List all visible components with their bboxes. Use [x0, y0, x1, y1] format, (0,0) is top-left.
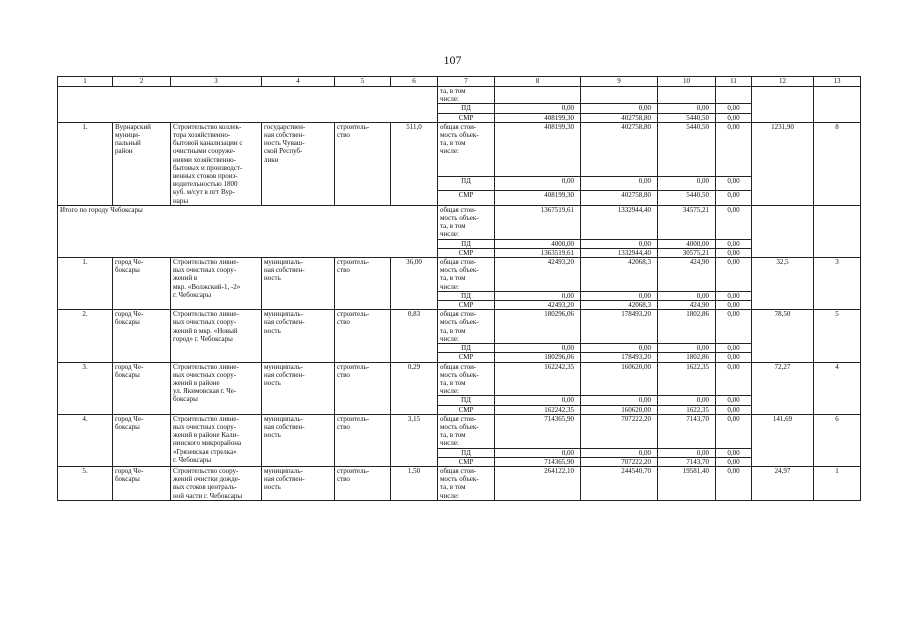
column-number: 7 — [438, 77, 495, 87]
cost-label-line: числе: — [440, 230, 459, 239]
value-col-8: 714365,90 — [495, 457, 581, 466]
value-col-13 — [814, 205, 861, 257]
value-col-8: 0,00 — [495, 291, 581, 300]
object-name-line: куб. м/сут в пгт Вур- — [173, 188, 235, 197]
object-name-line: жений в районе — [173, 378, 220, 387]
cost-label-line: мость объек- — [440, 131, 479, 140]
value-col-9: 0,00 — [581, 239, 658, 248]
column-number: 8 — [495, 77, 581, 87]
value-col-11: 0,00 — [716, 362, 752, 396]
municipality-line: город Че- — [115, 362, 144, 371]
object-name-line: г. Чебоксары — [173, 290, 212, 299]
cost-label-line: общая стои- — [440, 122, 477, 131]
work-type-line: строитель- — [337, 258, 370, 267]
object-name-line: г. Чебоксары — [173, 455, 212, 464]
capacity: 36,00 — [391, 258, 438, 310]
column-number: 2 — [113, 77, 171, 87]
column-number: 5 — [335, 77, 391, 87]
work-type-line: строитель- — [337, 122, 370, 131]
value-col-11: 0,00 — [716, 310, 752, 344]
object-name-line: Строительство ливне- — [173, 362, 239, 371]
value-col-11: 0,00 — [716, 301, 752, 310]
object-name — [171, 258, 262, 310]
ownership — [262, 122, 335, 205]
cost-label-line: мость объек- — [440, 370, 479, 379]
municipality-line: муници- — [115, 131, 141, 140]
value-col-10: 1802,86 — [658, 310, 716, 344]
ownership-line: ная собствен- — [264, 266, 305, 275]
object-name-line: нинского микрорайона — [173, 439, 242, 448]
cost-label-line: мость объек- — [440, 318, 479, 327]
sub-label: ПД — [438, 448, 495, 457]
cost-label-line: числе: — [440, 334, 459, 343]
ownership-line: ная собствен- — [264, 318, 305, 327]
ownership-line: ность — [264, 483, 281, 492]
value-col-10: 1622,35 — [658, 405, 716, 414]
object-name-line: боксары — [173, 395, 198, 404]
object-name-line: жений в районе Кали- — [173, 431, 239, 440]
value-col-10: 424,90 — [658, 258, 716, 292]
work-type-line: строитель- — [337, 466, 370, 475]
cost-label — [438, 310, 495, 344]
cost-label-line: числе: — [440, 282, 459, 291]
value-col-9: 402758,80 — [581, 191, 658, 206]
value-col-12: 141,69 — [752, 414, 814, 466]
work-type — [335, 310, 391, 362]
ownership-line: муниципаль- — [264, 414, 303, 423]
value-col-10: 4000,00 — [658, 239, 716, 248]
cost-label — [438, 258, 495, 292]
row-number: 3. — [58, 362, 113, 414]
work-type — [335, 362, 391, 414]
value-col-8: 714365,90 — [495, 414, 581, 448]
cost-label-line: та, в том — [440, 274, 466, 283]
cost-label-line: общая стои- — [440, 205, 477, 214]
object-name — [171, 362, 262, 414]
value-col-10: 5440,50 — [658, 113, 716, 122]
object-row — [58, 414, 861, 448]
municipality — [113, 466, 171, 500]
object-row — [58, 310, 861, 344]
object-name-line: жений в мкр. «Новый — [173, 326, 238, 335]
value-col-10: 0,00 — [658, 104, 716, 113]
page-number: 107 — [443, 53, 462, 67]
municipality-line: боксары — [115, 422, 140, 431]
sub-label: ПД — [438, 396, 495, 405]
value-col-11: 0,00 — [716, 239, 752, 248]
value-col-13: 6 — [814, 414, 861, 466]
value-col-11: 0,00 — [716, 344, 752, 353]
object-name-line: нары — [173, 196, 189, 205]
row-number: 1. — [58, 258, 113, 310]
work-type-line: ство — [337, 370, 350, 379]
value-col-11: 0,00 — [716, 414, 752, 448]
column-number: 11 — [716, 77, 752, 87]
object-name — [171, 414, 262, 466]
column-number: 4 — [262, 77, 335, 87]
value-col-10: 0,00 — [658, 396, 716, 405]
ownership-line: муниципаль- — [264, 362, 303, 371]
work-type-line: строитель- — [337, 414, 370, 423]
value-col-11: 0,00 — [716, 248, 752, 257]
value-col-10: 0,00 — [658, 344, 716, 353]
value-col-9: 42068,3 — [581, 258, 658, 292]
cost-label — [438, 205, 495, 239]
row-number: 5. — [58, 466, 113, 500]
object-name-line: венных стоков произ- — [173, 172, 238, 181]
municipality — [113, 414, 171, 466]
ownership-line: ная собствен- — [264, 370, 305, 379]
column-number-row — [58, 77, 861, 87]
municipality-line: боксары — [115, 370, 140, 379]
work-type — [335, 466, 391, 500]
value-col-9: 707222,20 — [581, 457, 658, 466]
value-col-8 — [495, 87, 581, 104]
cost-label-line: общая стои- — [440, 466, 477, 475]
work-type-line: ство — [337, 318, 350, 327]
cost-label-line: та, в том — [440, 222, 466, 231]
object-name-line: вых очистных соору- — [173, 370, 237, 379]
value-col-8: 0,00 — [495, 448, 581, 457]
ownership-line: ность — [264, 274, 281, 283]
value-col-9: 0,00 — [581, 176, 658, 191]
work-type — [335, 258, 391, 310]
value-col-10: 7143,70 — [658, 414, 716, 448]
object-name-line: вых очистных соору- — [173, 266, 237, 275]
value-col-9: 0,00 — [581, 396, 658, 405]
value-col-8: 408199,30 — [495, 122, 581, 176]
object-name-line: бытовых и производст- — [173, 163, 243, 172]
column-number: 9 — [581, 77, 658, 87]
municipality-line: Вурнарский — [115, 122, 151, 131]
column-number: 1 — [58, 77, 113, 87]
work-type — [335, 414, 391, 466]
object-name-line: ной части г. Чебоксары — [173, 491, 243, 500]
object-name-line: «Грязевская стрелка» — [173, 447, 237, 456]
value-col-11: 0,00 — [716, 176, 752, 191]
value-col-8: 4000,00 — [495, 239, 581, 248]
object-name-line: вых стоков централь- — [173, 483, 237, 492]
ownership-line: ная собствен- — [264, 422, 305, 431]
object-name-line: жений очистки дожде- — [173, 475, 241, 484]
sub-label: СМР — [438, 457, 495, 466]
value-col-11 — [716, 87, 752, 104]
value-col-9: 178493,20 — [581, 310, 658, 344]
cost-label-line: та, в том — [440, 139, 466, 148]
municipality-line: район — [115, 147, 133, 156]
continuation-blank — [58, 87, 438, 123]
ownership — [262, 466, 335, 500]
work-type-line: ство — [337, 422, 350, 431]
value-col-11: 0,00 — [716, 457, 752, 466]
column-number: 6 — [391, 77, 438, 87]
row-number: 1. — [58, 122, 113, 205]
cost-label-line: мость объек- — [440, 475, 479, 484]
object-name-line: жений в — [173, 274, 198, 283]
cost-label — [438, 87, 495, 104]
object-name-line: очистными сооруже- — [173, 147, 236, 156]
cost-label-line: общая стои- — [440, 310, 477, 319]
value-col-10: 5440,50 — [658, 191, 716, 206]
ownership-line: ность Чуваш- — [264, 139, 305, 148]
object-name — [171, 122, 262, 205]
value-col-11: 0,00 — [716, 191, 752, 206]
object-name-line: ул. Якимовская г. Че- — [173, 387, 237, 396]
ownership-line: муниципаль- — [264, 466, 303, 475]
cost-label-line: та, в том — [440, 326, 466, 335]
sub-label: СМР — [438, 353, 495, 362]
column-number: 3 — [171, 77, 262, 87]
municipality-line: город Че- — [115, 466, 144, 475]
value-col-8: 162242,35 — [495, 405, 581, 414]
sub-label: СМР — [438, 113, 495, 122]
value-col-8: 180296,06 — [495, 310, 581, 344]
ownership-line: муниципаль- — [264, 258, 303, 267]
value-col-10: 1622,35 — [658, 362, 716, 396]
cost-label-line: числе: — [440, 439, 459, 448]
sub-label: ПД — [438, 291, 495, 300]
cost-label-line: мость объек- — [440, 266, 479, 275]
object-row — [58, 362, 861, 396]
value-col-9: 402758,80 — [581, 122, 658, 176]
value-col-11: 0,00 — [716, 353, 752, 362]
cost-label-line: общая стои- — [440, 362, 477, 371]
municipality-line: город Че- — [115, 258, 144, 267]
ownership-line: лики — [264, 155, 279, 164]
value-col-9: 160620,00 — [581, 362, 658, 396]
sub-label: ПД — [438, 239, 495, 248]
work-type-line: строитель- — [337, 310, 370, 319]
value-col-9: 707222,20 — [581, 414, 658, 448]
value-col-10: 30575,21 — [658, 248, 716, 257]
value-col-9: 0,00 — [581, 344, 658, 353]
value-col-10: 5440,50 — [658, 122, 716, 176]
cost-label-line: мость объек- — [440, 214, 479, 223]
ownership-line: ность — [264, 378, 281, 387]
value-col-8: 408199,30 — [495, 191, 581, 206]
ownership — [262, 362, 335, 414]
object-name-line: бытовой канализации с — [173, 139, 243, 148]
city-total-label: Итого по городу Чебоксары — [58, 205, 438, 257]
column-number: 13 — [814, 77, 861, 87]
value-col-13: 5 — [814, 310, 861, 362]
sub-label: СМР — [438, 301, 495, 310]
object-row — [58, 466, 861, 500]
value-col-9 — [581, 87, 658, 104]
value-col-9: 1332944,40 — [581, 205, 658, 239]
cost-label-line: та, в том — [440, 483, 466, 492]
value-col-10: 424,90 — [658, 301, 716, 310]
object-name-line: тора хозяйственно- — [173, 131, 231, 140]
object-name-line: Строительство ливне- — [173, 414, 239, 423]
cost-label-line: числе: — [440, 491, 459, 500]
cost-label-line: общая стои- — [440, 258, 477, 267]
value-col-8: 0,00 — [495, 104, 581, 113]
value-col-11: 0,00 — [716, 448, 752, 457]
value-col-9: 0,00 — [581, 291, 658, 300]
value-col-8: 1367519,61 — [495, 205, 581, 239]
ownership-line: ность — [264, 431, 281, 440]
cost-label-line: общая стои- — [440, 414, 477, 423]
value-col-11: 0,00 — [716, 104, 752, 113]
value-col-9: 0,00 — [581, 104, 658, 113]
value-col-10: 0,00 — [658, 448, 716, 457]
ownership-line: муниципаль- — [264, 310, 303, 319]
value-col-10: 34575,21 — [658, 205, 716, 239]
value-col-12: 72,27 — [752, 362, 814, 414]
work-type-line: строитель- — [337, 362, 370, 371]
value-col-8: 180296,06 — [495, 353, 581, 362]
value-col-8: 408199,30 — [495, 113, 581, 122]
cost-label-line: та, в том — [440, 87, 466, 95]
cost-label — [438, 362, 495, 396]
cost-label — [438, 466, 495, 500]
value-col-11: 0,00 — [716, 466, 752, 500]
value-col-12: 1231,90 — [752, 122, 814, 205]
object-name-line: Строительство ливне- — [173, 258, 239, 267]
object-name-line: город» г. Чебоксары — [173, 334, 233, 343]
cost-label — [438, 122, 495, 176]
value-col-10: 19581,40 — [658, 466, 716, 500]
value-col-10: 7143,70 — [658, 457, 716, 466]
capacity: 0,29 — [391, 362, 438, 414]
value-col-9: 0,00 — [581, 448, 658, 457]
sub-label: ПД — [438, 176, 495, 191]
municipality-line: боксары — [115, 266, 140, 275]
value-col-8: 0,00 — [495, 344, 581, 353]
value-col-10 — [658, 87, 716, 104]
value-col-12: 78,50 — [752, 310, 814, 362]
object-name-line: Строительство коллек- — [173, 122, 242, 131]
municipality — [113, 122, 171, 205]
cost-label-line: числе: — [440, 95, 459, 104]
ownership — [262, 414, 335, 466]
row-number: 4. — [58, 414, 113, 466]
work-type — [335, 122, 391, 205]
continuation-total-row — [58, 87, 861, 104]
value-col-11: 0,00 — [716, 405, 752, 414]
object-name-line: водительностью 1800 — [173, 180, 238, 189]
cost-label-line: мость объек- — [440, 422, 479, 431]
ownership — [262, 310, 335, 362]
city-total-row — [58, 205, 861, 239]
value-col-8: 0,00 — [495, 176, 581, 191]
capacity: 511,0 — [391, 122, 438, 205]
municipality — [113, 258, 171, 310]
value-col-9: 1332944,40 — [581, 248, 658, 257]
value-col-12: 24,97 — [752, 466, 814, 500]
ownership — [262, 258, 335, 310]
municipality — [113, 362, 171, 414]
work-type-line: ство — [337, 266, 350, 275]
value-col-11: 0,00 — [716, 291, 752, 300]
sub-label: СМР — [438, 248, 495, 257]
investment-table — [57, 76, 861, 501]
value-col-8: 162242,35 — [495, 362, 581, 396]
value-col-10: 1802,86 — [658, 353, 716, 362]
work-type-line: ство — [337, 475, 350, 484]
municipality-line: боксары — [115, 318, 140, 327]
value-col-8: 0,00 — [495, 396, 581, 405]
object-name-line: мкр. «Волжский-1, -2» — [173, 282, 241, 291]
value-col-13: 8 — [814, 122, 861, 205]
object-name — [171, 310, 262, 362]
value-col-9: 244540,70 — [581, 466, 658, 500]
cost-label-line: та, в том — [440, 431, 466, 440]
column-number: 10 — [658, 77, 716, 87]
value-col-8: 42493,20 — [495, 258, 581, 292]
value-col-11: 0,00 — [716, 258, 752, 292]
value-col-13: 3 — [814, 258, 861, 310]
object-name-line: вых очистных соору- — [173, 318, 237, 327]
value-col-9: 402758,80 — [581, 113, 658, 122]
value-col-10: 0,00 — [658, 291, 716, 300]
value-col-9: 42068,3 — [581, 301, 658, 310]
value-col-9: 160620,00 — [581, 405, 658, 414]
object-name — [171, 466, 262, 500]
value-col-8: 264122,10 — [495, 466, 581, 500]
cost-label-line: числе: — [440, 147, 459, 156]
column-number: 12 — [752, 77, 814, 87]
capacity: 0,83 — [391, 310, 438, 362]
municipality-line: пальный — [115, 139, 141, 148]
value-col-8: 42493,20 — [495, 301, 581, 310]
cost-label-line: та, в том — [440, 378, 466, 387]
value-col-11: 0,00 — [716, 113, 752, 122]
value-col-12: 32,5 — [752, 258, 814, 310]
value-col-11: 0,00 — [716, 122, 752, 176]
capacity: 3,15 — [391, 414, 438, 466]
object-row — [58, 122, 861, 176]
work-type-line: ство — [337, 131, 350, 140]
continuation-blank-13 — [814, 87, 861, 123]
value-col-8: 1363519,61 — [495, 248, 581, 257]
municipality-line: боксары — [115, 475, 140, 484]
value-col-10: 0,00 — [658, 176, 716, 191]
object-name-line: ниями хозяйственно- — [173, 155, 236, 164]
sub-label: СМР — [438, 405, 495, 414]
value-col-11: 0,00 — [716, 205, 752, 239]
object-name-line: Строительство ливне- — [173, 310, 239, 319]
object-name-line: Строительство соору- — [173, 466, 239, 475]
object-name-line: вых очистных соору- — [173, 422, 237, 431]
ownership-line: ской Респуб- — [264, 147, 303, 156]
value-col-9: 178493,20 — [581, 353, 658, 362]
value-col-11: 0,00 — [716, 396, 752, 405]
cost-label-line: числе: — [440, 387, 459, 396]
municipality — [113, 310, 171, 362]
row-number: 2. — [58, 310, 113, 362]
ownership-line: государствен- — [264, 122, 306, 131]
sub-label: ПД — [438, 104, 495, 113]
ownership-line: ная собствен- — [264, 475, 305, 484]
cost-label — [438, 414, 495, 448]
ownership-line: ная собствен- — [264, 131, 305, 140]
object-row — [58, 258, 861, 292]
capacity: 1,50 — [391, 466, 438, 500]
ownership-line: ность — [264, 326, 281, 335]
municipality-line: город Че- — [115, 310, 144, 319]
municipality-line: город Че- — [115, 414, 144, 423]
value-col-13: 4 — [814, 362, 861, 414]
value-col-12 — [752, 205, 814, 257]
continuation-blank-12 — [752, 87, 814, 123]
sub-label: СМР — [438, 191, 495, 206]
value-col-13: 1 — [814, 466, 861, 500]
sub-label: ПД — [438, 344, 495, 353]
